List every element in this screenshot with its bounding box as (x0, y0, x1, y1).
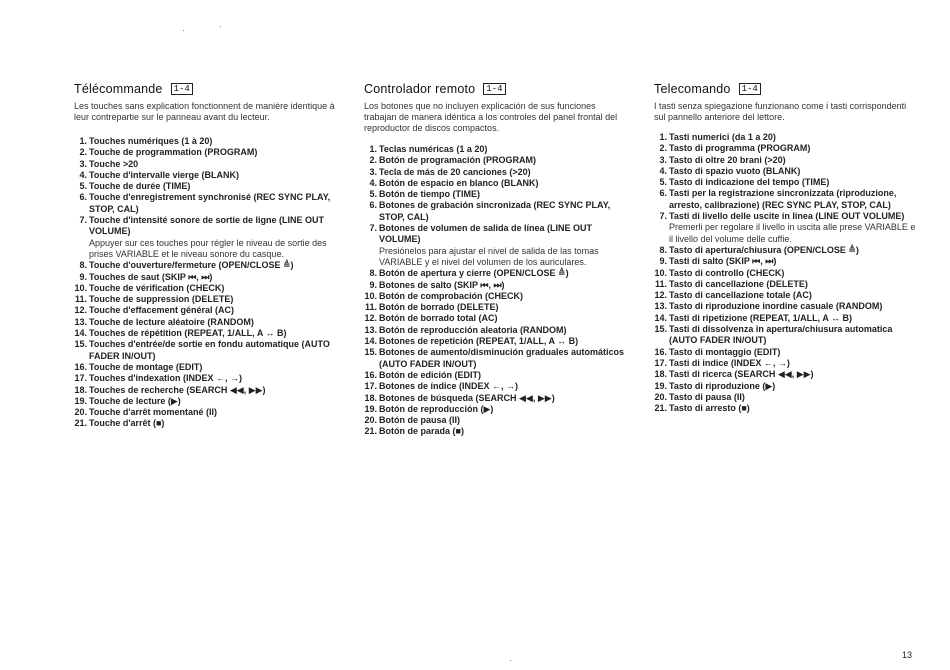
list-item (74, 215, 336, 260)
item-number: 16. (364, 369, 377, 380)
list-item (74, 170, 336, 181)
item-label: Botón de reproducción aleatoria (RANDOM) (379, 324, 567, 335)
section-intro: Les touches sans explication fonctionnent de manière identique à leur contrepartie sur le panneau avant du lecteur. (74, 101, 335, 122)
item-label: Botón de borrado total (AC) (379, 313, 498, 324)
section-heading (654, 82, 761, 96)
item-label: Touche d'effacement général (AC) (89, 305, 234, 316)
list-item (74, 396, 336, 407)
item-number: 11. (654, 278, 667, 289)
list-item (364, 223, 626, 268)
item-label: Touche d'intervalle vierge (BLANK) (89, 169, 239, 180)
list-item (364, 325, 626, 336)
item-number: 9. (79, 271, 87, 282)
item-number: 21. (654, 403, 667, 414)
list-item (74, 260, 336, 271)
item-label: Touches de recherche (SEARCH ◀◀, ▶▶) (89, 384, 266, 395)
item-number: 4. (659, 165, 667, 176)
item-label: Botones de salto (SKIP ⏮, ⏭) (379, 279, 505, 290)
item-number: 4. (79, 169, 87, 180)
item-label: Tasto di riproduzione inordine casuale (RANDOM) (669, 301, 883, 312)
list-item (74, 294, 336, 305)
item-label: Touche d'arrêt momentané (II) (89, 407, 217, 418)
item-number: 6. (659, 188, 667, 199)
item-label: Tasti di salto (SKIP ⏮, ⏭) (669, 256, 777, 267)
item-number: 14. (74, 328, 87, 339)
item-label: Tasti di indice (INDEX ←, →) (669, 357, 790, 368)
item-label: Tasto di montaggio (EDIT) (669, 346, 781, 357)
item-number: 17. (74, 373, 87, 384)
figure-reference: 1-4 (483, 83, 505, 95)
item-label: Teclas numéricas (1 a 20) (379, 144, 488, 154)
item-number: 14. (654, 312, 667, 323)
list-item (364, 415, 626, 426)
list-item (654, 313, 916, 324)
list-item (74, 385, 336, 396)
list-item (74, 317, 336, 328)
item-number: 17. (654, 357, 667, 368)
list-item (654, 324, 916, 347)
list-item (364, 404, 626, 415)
list-item (364, 336, 626, 347)
item-label: Touche de programmation (PROGRAM) (89, 147, 258, 158)
item-number: 1. (369, 144, 377, 154)
item-label: Botón de tiempo (TIME) (379, 189, 480, 200)
item-label: Tasto di spazio vuoto (BLANK) (669, 165, 801, 176)
item-label: Tasto di oltre 20 brani (>20) (669, 154, 786, 165)
item-label: Tasti di dissolvenza in apertura/chiusura automatica (AUTO FADER IN/OUT) (669, 324, 893, 346)
list-item (654, 369, 916, 380)
list-item (654, 301, 916, 312)
item-number: 4. (369, 177, 377, 188)
list-item (364, 144, 626, 155)
item-number: 3. (369, 166, 377, 177)
item-label: Botones de búsqueda (SEARCH ◀◀, ▶▶) (379, 392, 555, 403)
section-title: Controlador remoto (364, 82, 476, 96)
list-item (364, 178, 626, 189)
list-item (654, 132, 916, 143)
list-item (364, 155, 626, 166)
item-number: 5. (369, 189, 377, 200)
item-label: Botón de apertura y cierre (OPEN/CLOSE ≜) (379, 268, 569, 279)
item-number: 20. (74, 407, 87, 418)
item-number: 12. (74, 305, 87, 316)
list-item (654, 177, 916, 188)
item-label: Botones de repetición (REPEAT, 1/ALL, A ↔ B) (379, 336, 579, 347)
item-label: Botón de programación (PROGRAM) (379, 155, 536, 166)
item-number: 15. (74, 339, 87, 350)
item-number: 21. (74, 418, 87, 429)
item-number: 8. (659, 244, 667, 255)
list-item (654, 290, 916, 301)
item-label: Tasti di ripetizione (REPEAT, 1/ALL, A ↔ B) (669, 312, 853, 323)
item-number: 13. (364, 324, 377, 335)
item-number: 15. (654, 324, 667, 335)
section-title: Télécommande (74, 82, 163, 96)
item-number: 13. (74, 316, 87, 327)
list-item (364, 381, 626, 392)
list-item (654, 392, 916, 403)
list-item (74, 147, 336, 158)
item-number: 2. (659, 143, 667, 154)
item-label: Touche >20 (89, 158, 139, 169)
item-label: Tasti per la registrazione sincronizzata (riproduzione, arresto, calibrazione) (REC SYNC PLAY, STOP, CAL) (669, 188, 897, 210)
item-number: 12. (654, 290, 667, 301)
item-number: 10. (654, 267, 667, 278)
item-label: Tasto di apertura/chiusura (OPEN/CLOSE ≜) (669, 244, 859, 255)
item-note: Appuyer sur ces touches pour régler le niveau de sortie des prises VARIABLE et le niveau sonore du casque. (89, 237, 327, 259)
item-number: 5. (79, 181, 87, 192)
item-label: Touches d'indexation (INDEX ←, →) (89, 373, 242, 384)
item-label: Botones de volumen de salida de línea (LINE OUT VOLUME) (379, 223, 593, 245)
item-label: Botón de pausa (II) (379, 415, 460, 426)
item-label: Touche d'ouverture/fermeture (OPEN/CLOSE ≜) (89, 260, 294, 271)
section-intro: I tasti senza spiegazione funzionano come i tasti corrispondenti sul pannello anteriore del lettore. (654, 101, 907, 122)
item-number: 8. (79, 260, 87, 271)
item-number: 7. (369, 223, 377, 234)
item-number: 9. (659, 256, 667, 267)
item-label: Touche d'intensité sonore de sortie de ligne (LINE OUT VOLUME) (89, 215, 324, 237)
item-note: Presiónelos para ajustar el nivel de salida de las tomas VARIABLE y el nivel del volumen de los auriculares. (379, 245, 599, 267)
item-label: Touche de durée (TIME) (89, 181, 191, 192)
list-item (74, 418, 336, 429)
list-item (654, 155, 916, 166)
list-item (654, 279, 916, 290)
item-number: 1. (79, 136, 87, 146)
page-number: 13 (902, 650, 913, 660)
item-number: 13. (654, 301, 667, 312)
list-item (654, 256, 916, 267)
item-number: 11. (74, 294, 87, 305)
list-item (74, 283, 336, 294)
item-label: Tasto di indicazione del tempo (TIME) (669, 177, 830, 188)
list-item (74, 136, 336, 147)
item-label: Tasti di ricerca (SEARCH ◀◀, ▶▶) (669, 369, 814, 380)
list-item (74, 192, 336, 215)
list-item (74, 305, 336, 316)
scan-speck (220, 26, 221, 27)
list-item (74, 328, 336, 339)
list-item (654, 188, 916, 211)
item-label: Touches numériques (1 à 20) (89, 136, 213, 146)
list-item (74, 272, 336, 283)
item-number: 19. (74, 395, 87, 406)
section-heading (364, 82, 506, 96)
list-item (654, 268, 916, 279)
item-number: 10. (74, 282, 87, 293)
item-number: 7. (79, 215, 87, 226)
item-label: Tasto di pausa (II) (669, 391, 745, 402)
item-note: Premerli per regolare il livello in uscita alle prese VARIABLE e il livello del volume delle cuffie. (669, 222, 916, 244)
section-title: Telecomando (654, 82, 731, 96)
list-item (74, 339, 336, 362)
item-label: Botones de aumento/disminución graduales automáticos (AUTO FADER IN/OUT) (379, 347, 625, 369)
item-number: 2. (369, 155, 377, 166)
item-number: 12. (364, 313, 377, 324)
item-number: 14. (364, 336, 377, 347)
item-label: Tasto di controllo (CHECK) (669, 267, 785, 278)
figure-reference: 1-4 (739, 83, 761, 95)
item-number: 18. (74, 384, 87, 395)
list-item (654, 166, 916, 177)
item-label: Touche de lecture aléatoire (RANDOM) (89, 316, 254, 327)
item-number: 9. (369, 279, 377, 290)
list-item (654, 245, 916, 256)
item-number: 2. (79, 147, 87, 158)
item-label: Touches de saut (SKIP ⏮, ⏭) (89, 271, 213, 282)
item-label: Botón de parada (■) (379, 426, 464, 437)
list-item (364, 280, 626, 291)
item-number: 20. (654, 391, 667, 402)
item-label: Touche d'arrêt (■) (89, 418, 165, 429)
list-item (364, 189, 626, 200)
item-number: 15. (364, 347, 377, 358)
list-item (364, 291, 626, 302)
item-label: Tasto di cancellazione totale (AC) (669, 290, 812, 301)
item-number: 11. (364, 302, 377, 313)
list-item (74, 373, 336, 384)
list-item (654, 143, 916, 154)
list-item (74, 181, 336, 192)
list-item (364, 426, 626, 437)
list-item (74, 362, 336, 373)
item-label: Botón de comprobación (CHECK) (379, 290, 523, 301)
list-item (74, 159, 336, 170)
list-item (364, 200, 626, 223)
list-item (364, 167, 626, 178)
item-label: Touche de vérification (CHECK) (89, 282, 225, 293)
list-item (364, 302, 626, 313)
list-item (654, 211, 916, 245)
item-label: Tasti di livello delle uscite in linea (LINE OUT VOLUME) (669, 211, 905, 222)
list-item (654, 381, 916, 392)
item-number: 5. (659, 177, 667, 188)
item-number: 20. (364, 415, 377, 426)
item-number: 6. (369, 200, 377, 211)
item-number: 3. (659, 154, 667, 165)
section-intro: Los botones que no incluyen explicación de sus funciones trabajan de manera idéntica a los controles del panel frontal del reproductor de discos compactos. (364, 101, 618, 133)
item-number: 21. (364, 426, 377, 437)
item-label: Tasti numerici (da 1 a 20) (669, 132, 776, 142)
scan-speck (183, 30, 184, 31)
item-number: 18. (364, 392, 377, 403)
list-item (364, 347, 626, 370)
item-number: 18. (654, 369, 667, 380)
item-label: Botón de edición (EDIT) (379, 369, 481, 380)
item-label: Tasto di arresto (■) (669, 403, 750, 414)
item-number: 16. (74, 361, 87, 372)
key-list (364, 144, 626, 438)
item-label: Tecla de más de 20 canciones (>20) (379, 166, 531, 177)
item-number: 7. (659, 211, 667, 222)
list-item (654, 347, 916, 358)
item-number: 8. (369, 268, 377, 279)
list-item (654, 358, 916, 369)
list-item (364, 313, 626, 324)
item-label: Touche d'enregistrement synchronisé (REC SYNC PLAY, STOP, CAL) (89, 192, 331, 214)
list-item (74, 407, 336, 418)
item-label: Botón de borrado (DELETE) (379, 302, 499, 313)
key-list (654, 132, 916, 414)
key-list (74, 136, 336, 430)
item-label: Touche de montage (EDIT) (89, 361, 203, 372)
item-label: Tasto di programma (PROGRAM) (669, 143, 811, 154)
item-label: Botón de reproducción (▶) (379, 403, 494, 414)
item-label: Tasto di cancellazione (DELETE) (669, 278, 808, 289)
list-item (364, 370, 626, 381)
item-label: Touche de lecture (▶) (89, 395, 181, 406)
item-number: 16. (654, 346, 667, 357)
item-number: 10. (364, 290, 377, 301)
item-number: 3. (79, 158, 87, 169)
item-number: 6. (79, 192, 87, 203)
item-label: Botones de grabación sincronizada (REC SYNC PLAY, STOP, CAL) (379, 200, 611, 222)
figure-reference: 1-4 (171, 83, 193, 95)
item-label: Touche de suppression (DELETE) (89, 294, 234, 305)
scan-speck (510, 660, 511, 661)
item-label: Botón de espacio en blanco (BLANK) (379, 177, 539, 188)
list-item (364, 393, 626, 404)
item-label: Botones de índice (INDEX ←, →) (379, 381, 519, 392)
item-label: Touches d'entrée/de sortie en fondu automatique (AUTO FADER IN/OUT) (89, 339, 330, 361)
section-heading (74, 82, 193, 96)
item-number: 19. (654, 380, 667, 391)
item-number: 17. (364, 381, 377, 392)
item-number: 1. (659, 132, 667, 142)
item-label: Tasto di riproduzione (▶) (669, 380, 776, 391)
list-item (364, 268, 626, 279)
item-label: Touches de répétition (REPEAT, 1/ALL, A ↔ B) (89, 328, 287, 339)
list-item (654, 403, 916, 414)
item-number: 19. (364, 403, 377, 414)
